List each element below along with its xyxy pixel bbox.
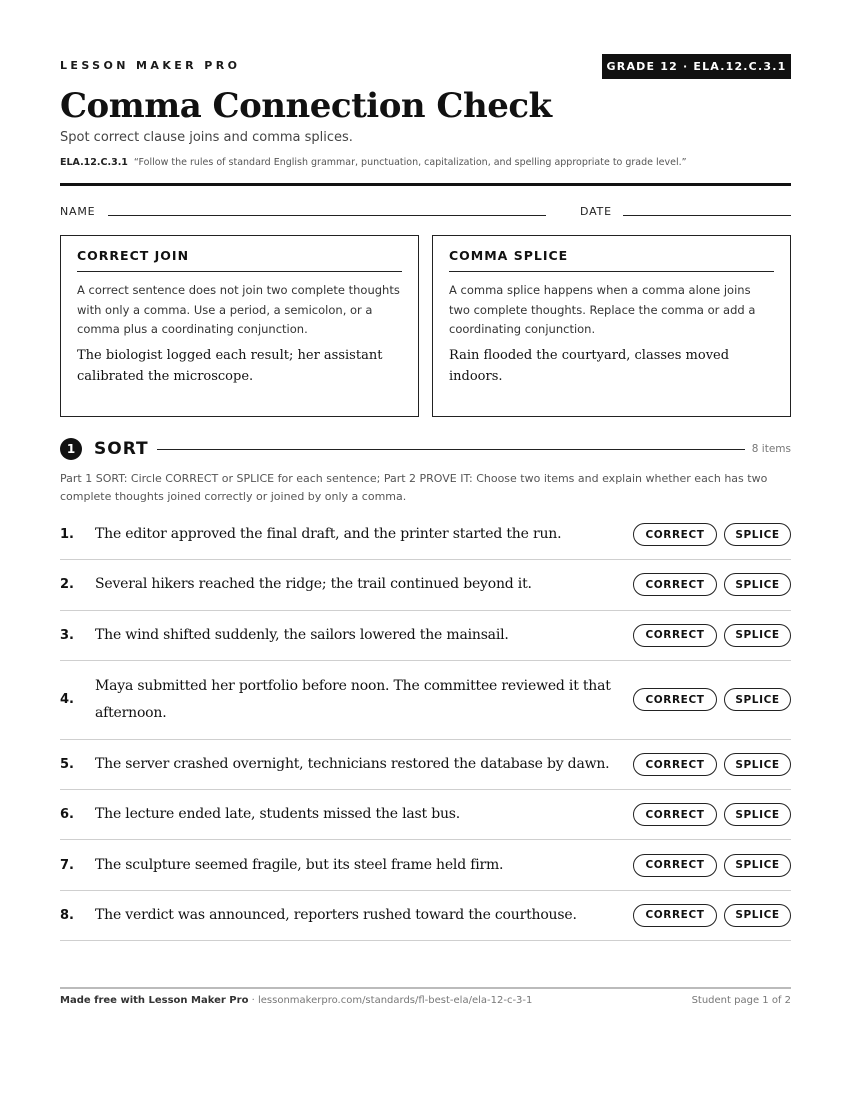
item-sentence: Maya submitted her portfolio before noon. The committee reviewed it that afternoon. xyxy=(95,677,611,721)
card-title: CORRECT JOIN xyxy=(77,248,402,272)
item-number: 7. xyxy=(60,857,74,873)
section-header xyxy=(60,437,791,461)
list-item xyxy=(60,891,791,941)
splice-choice[interactable]: SPLICE xyxy=(724,854,791,877)
item-list xyxy=(60,510,791,941)
choice-group xyxy=(629,904,791,927)
choice-group xyxy=(629,523,791,546)
standard-text: “Follow the rules of standard English grammar, punctuation, capitalization, and spelling appropriate to grade level.” xyxy=(133,157,687,168)
item-sentence: The lecture ended late, students missed the last bus. xyxy=(95,806,461,823)
list-item xyxy=(60,740,791,790)
item-sentence: The editor approved the final draft, and the printer started the run. xyxy=(95,526,562,543)
section-number-badge: 1 xyxy=(60,438,82,460)
card-example: Rain flooded the courtyard, classes moved indoors. xyxy=(449,347,730,384)
correct-choice[interactable]: CORRECT xyxy=(633,523,717,546)
footer-credit xyxy=(60,995,532,1006)
splice-choice[interactable]: SPLICE xyxy=(724,803,791,826)
splice-choice[interactable]: SPLICE xyxy=(724,573,791,596)
correct-choice[interactable]: CORRECT xyxy=(633,624,717,647)
item-count: 8 items xyxy=(751,443,791,455)
list-item xyxy=(60,661,791,740)
item-sentence: The sculpture seemed fragile, but its steel frame held firm. xyxy=(95,856,504,873)
page-title: Comma Connection Check xyxy=(60,86,552,126)
splice-choice[interactable]: SPLICE xyxy=(724,753,791,776)
footer-divider xyxy=(60,987,791,989)
list-item xyxy=(60,611,791,661)
standard-code: ELA.12.C.3.1 xyxy=(60,157,128,168)
item-number: 8. xyxy=(60,907,74,923)
item-sentence: The verdict was announced, reporters rushed toward the courthouse. xyxy=(95,906,577,923)
item-number: 1. xyxy=(60,527,74,543)
choice-group xyxy=(629,573,791,596)
page-indicator: Student page 1 of 2 xyxy=(691,995,791,1006)
item-number: 2. xyxy=(60,577,74,593)
date-field[interactable] xyxy=(623,215,791,216)
item-sentence: The server crashed overnight, technicians restored the database by dawn. xyxy=(95,756,610,773)
date-label: DATE xyxy=(580,205,612,218)
splice-choice[interactable]: SPLICE xyxy=(724,904,791,927)
list-item xyxy=(60,560,791,610)
comma-splice-card xyxy=(432,235,791,417)
card-description: A correct sentence does not join two complete thoughts with only a comma. Use a period, a semicolon, or a comma plus a coordinating conjunction. xyxy=(77,283,400,336)
item-number: 6. xyxy=(60,807,74,823)
directions: Part 1 SORT: Circle CORRECT or SPLICE for each sentence; Part 2 PROVE IT: Choose two items and explain whether each has two complete thoughts joined correctly or joined by only a comma. xyxy=(60,472,768,503)
footer-made-with: Made free with Lesson Maker Pro xyxy=(60,995,249,1006)
list-item xyxy=(60,790,791,840)
correct-join-card xyxy=(60,235,419,417)
list-item xyxy=(60,510,791,560)
splice-choice[interactable]: SPLICE xyxy=(724,624,791,647)
footer-url[interactable]: · lessonmakerpro.com/standards/fl-best-ela/ela-12-c-3-1 xyxy=(248,995,533,1006)
splice-choice[interactable]: SPLICE xyxy=(724,523,791,546)
section-title: SORT xyxy=(94,439,149,459)
page-subtitle: Spot correct clause joins and comma splices. xyxy=(60,130,353,145)
choice-group xyxy=(629,688,791,711)
item-sentence: Several hikers reached the ridge; the trail continued beyond it. xyxy=(95,576,532,593)
card-description: A comma splice happens when a comma alone joins two complete thoughts. Replace the comma or add a coordinating conjunction. xyxy=(449,283,756,336)
correct-choice[interactable]: CORRECT xyxy=(633,573,717,596)
standard-line xyxy=(60,157,687,168)
correct-choice[interactable]: CORRECT xyxy=(633,803,717,826)
correct-choice[interactable]: CORRECT xyxy=(633,904,717,927)
list-item xyxy=(60,840,791,890)
card-example: The biologist logged each result; her assistant calibrated the microscope. xyxy=(77,347,383,384)
name-label: NAME xyxy=(60,205,96,218)
card-title: COMMA SPLICE xyxy=(449,248,774,272)
grade-badge: GRADE 12 · ELA.12.C.3.1 xyxy=(602,54,791,79)
correct-choice[interactable]: CORRECT xyxy=(633,688,717,711)
splice-choice[interactable]: SPLICE xyxy=(724,688,791,711)
worksheet-page xyxy=(60,0,791,1100)
choice-group xyxy=(629,753,791,776)
item-number: 5. xyxy=(60,757,74,773)
name-field[interactable] xyxy=(108,215,546,216)
choice-group xyxy=(629,803,791,826)
header-divider xyxy=(60,183,791,186)
item-number: 4. xyxy=(60,692,74,708)
brand-name: LESSON MAKER PRO xyxy=(60,59,241,72)
correct-choice[interactable]: CORRECT xyxy=(633,854,717,877)
section-divider xyxy=(157,449,745,450)
item-number: 3. xyxy=(60,627,74,643)
choice-group xyxy=(629,624,791,647)
correct-choice[interactable]: CORRECT xyxy=(633,753,717,776)
choice-group xyxy=(629,854,791,877)
item-sentence: The wind shifted suddenly, the sailors lowered the mainsail. xyxy=(95,626,509,643)
